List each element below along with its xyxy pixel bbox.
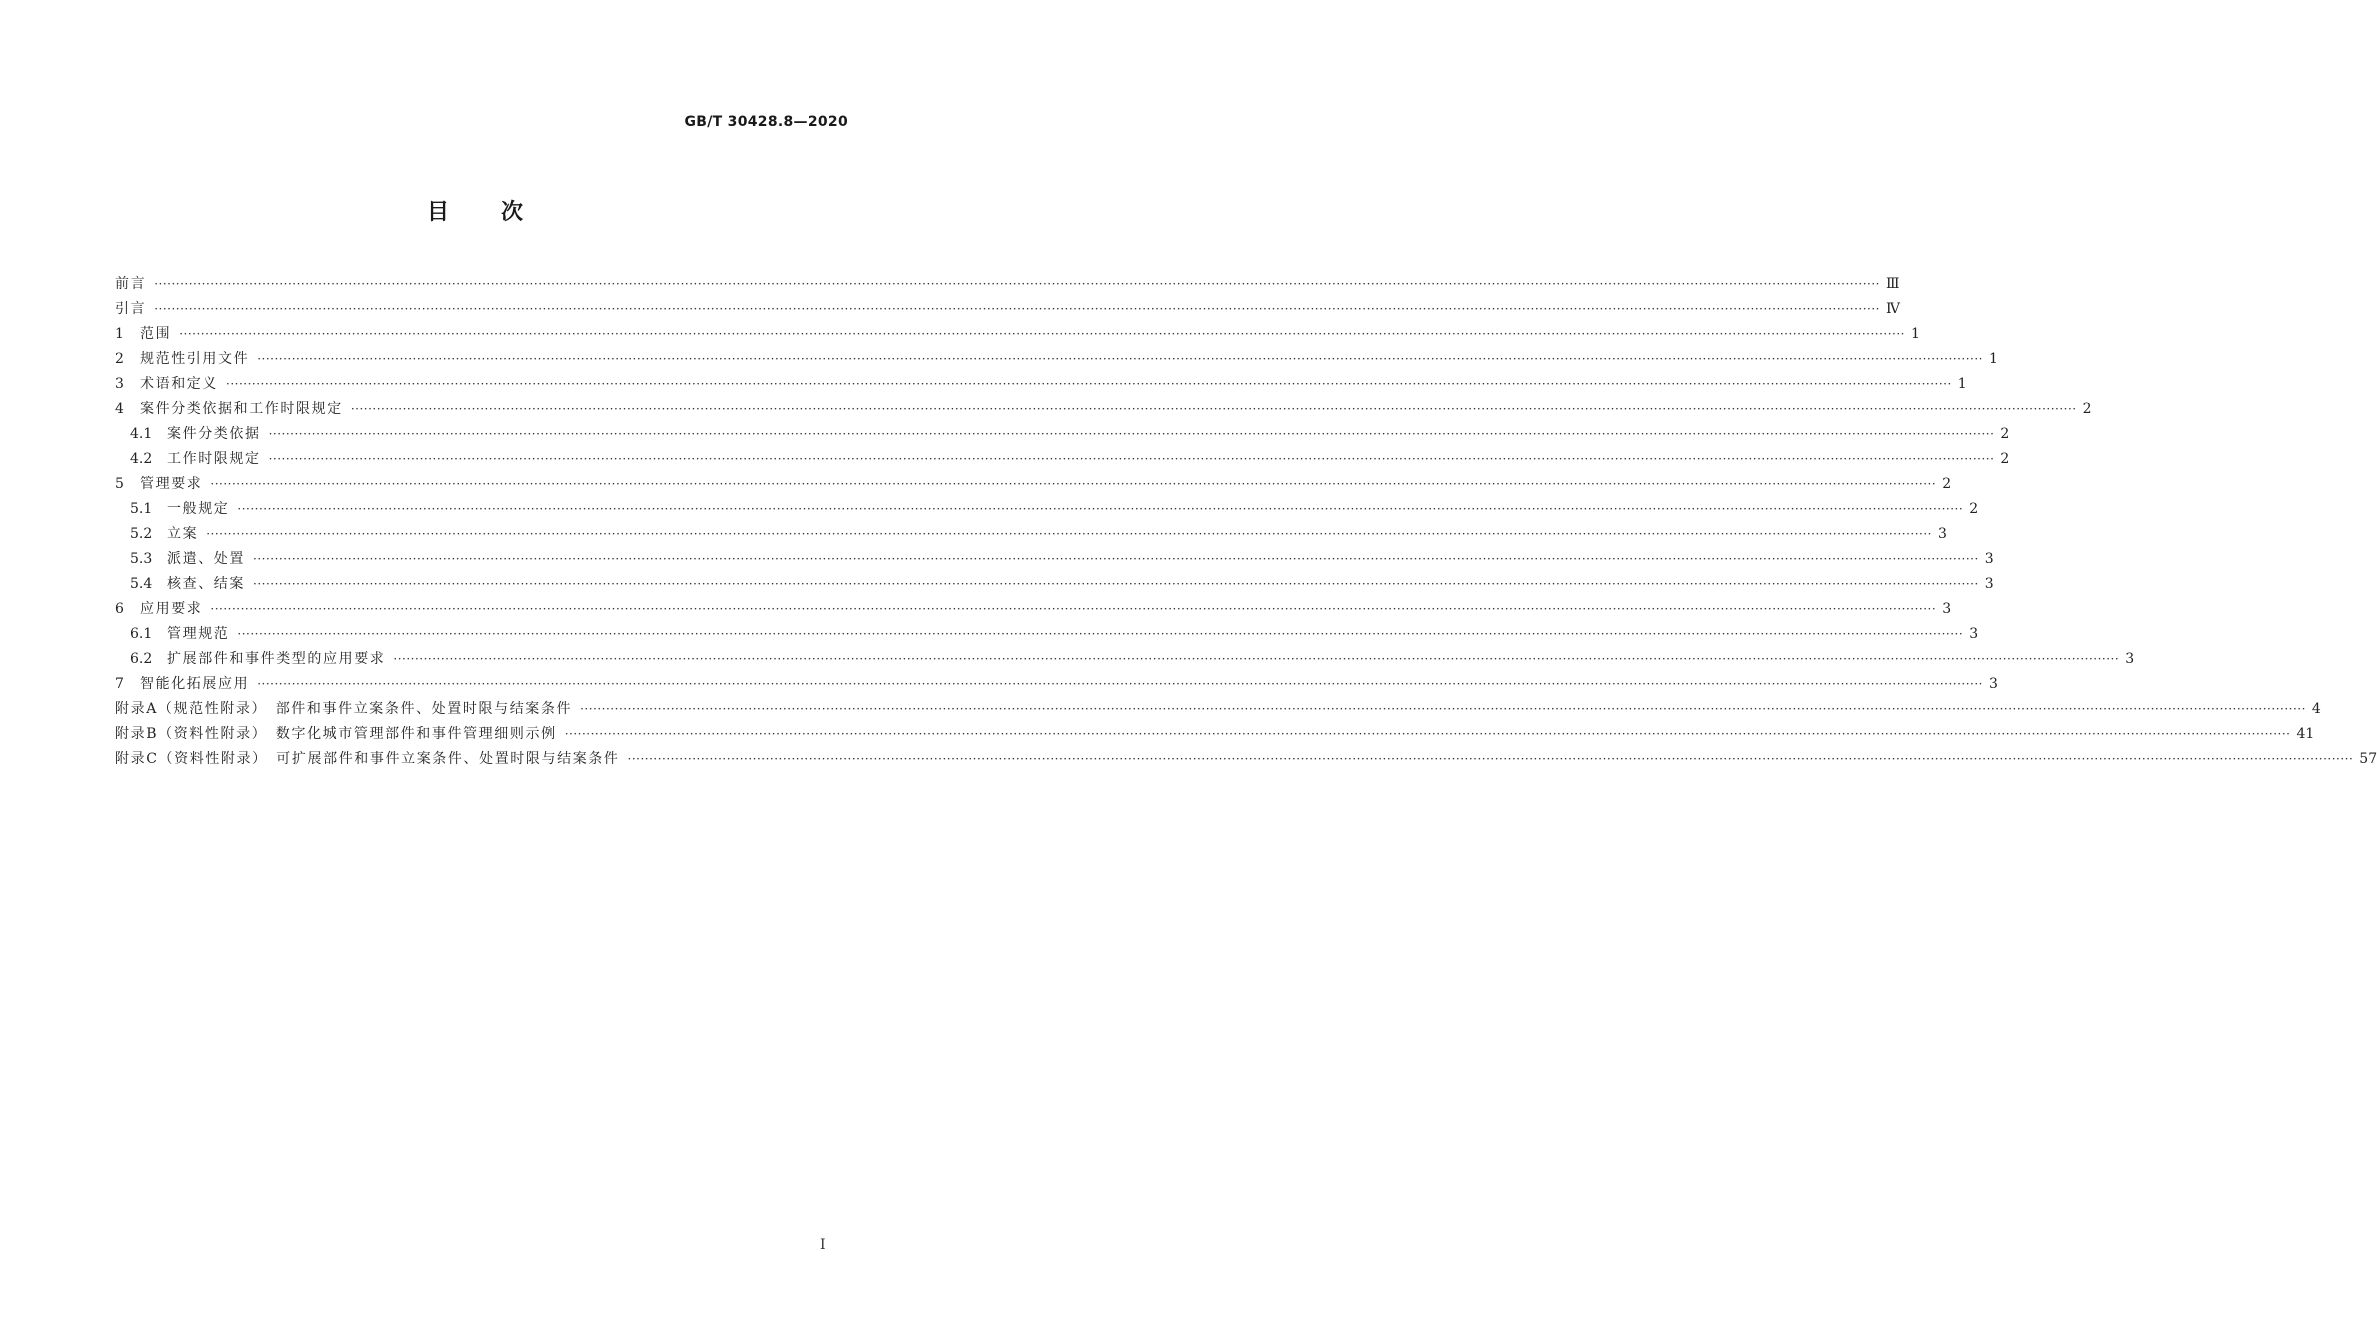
toc-entry-number: 7: [115, 676, 124, 692]
toc-entry-page: 2: [2082, 401, 2092, 417]
toc-list: [115, 272, 2377, 772]
toc-entry-title: 规范性引用文件: [140, 351, 250, 367]
toc-entry-number: 6.2: [130, 651, 153, 667]
toc-dot-leader: ················································································································································································································································································································································································································: [237, 627, 1964, 641]
toc-entry-title: 案件分类依据和工作时限规定: [140, 401, 343, 417]
toc-entry-page: 2: [1942, 476, 1952, 492]
toc-dot-leader: ················································································································································································································································································································································································································: [268, 427, 1995, 441]
toc-entry-number: 5.1: [130, 501, 153, 517]
toc-dot-leader: ················································································································································································································································································································································································································: [257, 677, 1983, 691]
toc-dot-leader: ················································································································································································································································································································································································································: [350, 402, 2077, 416]
toc-dot-leader: ················································································································································································································································································································································································································: [580, 702, 2306, 716]
toc-title-char-2: 次: [501, 200, 524, 225]
toc-dot-leader: ················································································································································································································································································································································································································: [210, 477, 1937, 491]
toc-entry-title: 范围: [140, 326, 172, 342]
toc-entry[interactable]: [115, 672, 1998, 697]
toc-entry-title: 附录A（规范性附录） 部件和事件立案条件、处置时限与结案条件: [115, 701, 573, 717]
toc-entry-number: 3: [115, 376, 124, 392]
toc-dot-leader: ················································································································································································································································································································································································································: [253, 552, 1979, 566]
toc-entry-page: 1: [1910, 326, 1920, 342]
toc-entry-title: 工作时限规定: [167, 451, 261, 467]
toc-entry-page: 3: [1984, 551, 1994, 567]
toc-entry[interactable]: [115, 397, 2092, 422]
toc-entry-page: 3: [1942, 601, 1952, 617]
toc-entry-page: 3: [1937, 526, 1947, 542]
toc-entry[interactable]: [115, 372, 1967, 397]
standard-code: GB/T 30428.8—2020: [684, 114, 848, 130]
toc-title-char-1: 目: [426, 200, 449, 225]
toc-entry-title: 引言: [115, 301, 147, 317]
toc-entry-number: 6.1: [130, 626, 153, 642]
page-number: I: [820, 1237, 826, 1253]
toc-entry-page: 3: [1969, 626, 1979, 642]
toc-dot-leader: ················································································································································································································································································································································································································: [206, 527, 1932, 541]
toc-entry-page: 1: [1957, 376, 1967, 392]
toc-entry-page: 41: [2296, 726, 2315, 742]
toc-dot-leader: ················································································································································································································································································································································································································: [253, 577, 1979, 591]
toc-entry[interactable]: [115, 422, 2010, 447]
toc-dot-leader: ················································································································································································································································································································································································································: [627, 752, 2354, 766]
toc-entry-title: 立案: [167, 526, 199, 542]
toc-entry-title: 应用要求: [140, 601, 203, 617]
toc-dot-leader: ················································································································································································································································································································································································································: [154, 277, 1880, 291]
toc-dot-leader: ················································································································································································································································································································································································································: [237, 502, 1964, 516]
toc-dot-leader: ················································································································································································································································································································································································································: [393, 652, 2120, 666]
toc-entry-title: 前言: [115, 276, 147, 292]
toc-dot-leader: ················································································································································································································································································································································································································: [257, 352, 1983, 366]
toc-entry-page: Ⅳ: [1885, 301, 1900, 317]
toc-entry[interactable]: [115, 622, 1979, 647]
toc-entry-title: 附录B（资料性附录） 数字化城市管理部件和事件管理细则示例: [115, 726, 557, 742]
toc-entry-page: 2: [2000, 451, 2010, 467]
toc-dot-leader: ················································································································································································································································································································································································································: [564, 727, 2291, 741]
toc-dot-leader: ················································································································································································································································································································································································································: [154, 302, 1880, 316]
toc-entry-title: 管理要求: [140, 476, 203, 492]
toc-entry-title: 核查、结案: [167, 576, 245, 592]
toc-entry[interactable]: [115, 472, 1952, 497]
toc-entry-page: Ⅲ: [1885, 276, 1900, 292]
toc-entry-page: 3: [1984, 576, 1994, 592]
toc-entry-number: 5: [115, 476, 124, 492]
toc-entry-number: 4.1: [130, 426, 153, 442]
toc-entry-page: 1: [1988, 351, 1998, 367]
toc-entry[interactable]: [115, 522, 1947, 547]
toc-entry[interactable]: [115, 697, 2321, 722]
toc-entry[interactable]: [115, 722, 2315, 747]
toc-dot-leader: ················································································································································································································································································································································································································: [210, 602, 1937, 616]
toc-entry-number: 5.4: [130, 576, 153, 592]
toc-entry-title: 智能化拓展应用: [140, 676, 250, 692]
toc-entry-number: 1: [115, 326, 124, 342]
toc-entry-title: 扩展部件和事件类型的应用要求: [167, 651, 386, 667]
toc-dot-leader: ················································································································································································································································································································································································································: [179, 327, 1905, 341]
toc-dot-leader: ················································································································································································································································································································································································································: [268, 452, 1995, 466]
toc-entry-page: 3: [2125, 651, 2135, 667]
toc-entry-title: 案件分类依据: [167, 426, 261, 442]
toc-entry[interactable]: [115, 747, 2377, 772]
toc-dot-leader: ················································································································································································································································································································································································································: [226, 377, 1952, 391]
toc-entry[interactable]: [115, 272, 1900, 297]
toc-entry[interactable]: [115, 322, 1920, 347]
toc-entry-title: 管理规范: [167, 626, 230, 642]
toc-entry-title: 附录C（资料性附录） 可扩展部件和事件立案条件、处置时限与结案条件: [115, 751, 620, 767]
toc-entry-number: 4.2: [130, 451, 153, 467]
toc-entry[interactable]: [115, 547, 1994, 572]
toc-entry-number: 4: [115, 401, 124, 417]
toc-entry-number: 5.2: [130, 526, 153, 542]
toc-entry[interactable]: [115, 597, 1952, 622]
toc-entry-number: 5.3: [130, 551, 153, 567]
toc-entry-number: 6: [115, 601, 124, 617]
toc-entry-page: 4: [2311, 701, 2321, 717]
toc-entry[interactable]: [115, 497, 1979, 522]
toc-entry-page: 3: [1988, 676, 1998, 692]
toc-entry-number: 2: [115, 351, 124, 367]
toc-entry-title: 一般规定: [167, 501, 230, 517]
toc-entry[interactable]: [115, 447, 2010, 472]
toc-entry-page: 2: [1969, 501, 1979, 517]
toc-entry[interactable]: [115, 647, 2135, 672]
toc-entry-page: 57: [2359, 751, 2377, 767]
toc-entry[interactable]: [115, 572, 1994, 597]
toc-entry-page: 2: [2000, 426, 2010, 442]
toc-entry-title: 术语和定义: [140, 376, 218, 392]
toc-title: [0, 195, 950, 226]
toc-entry-title: 派遣、处置: [167, 551, 245, 567]
toc-entry[interactable]: [115, 297, 1900, 322]
toc-entry[interactable]: [115, 347, 1998, 372]
